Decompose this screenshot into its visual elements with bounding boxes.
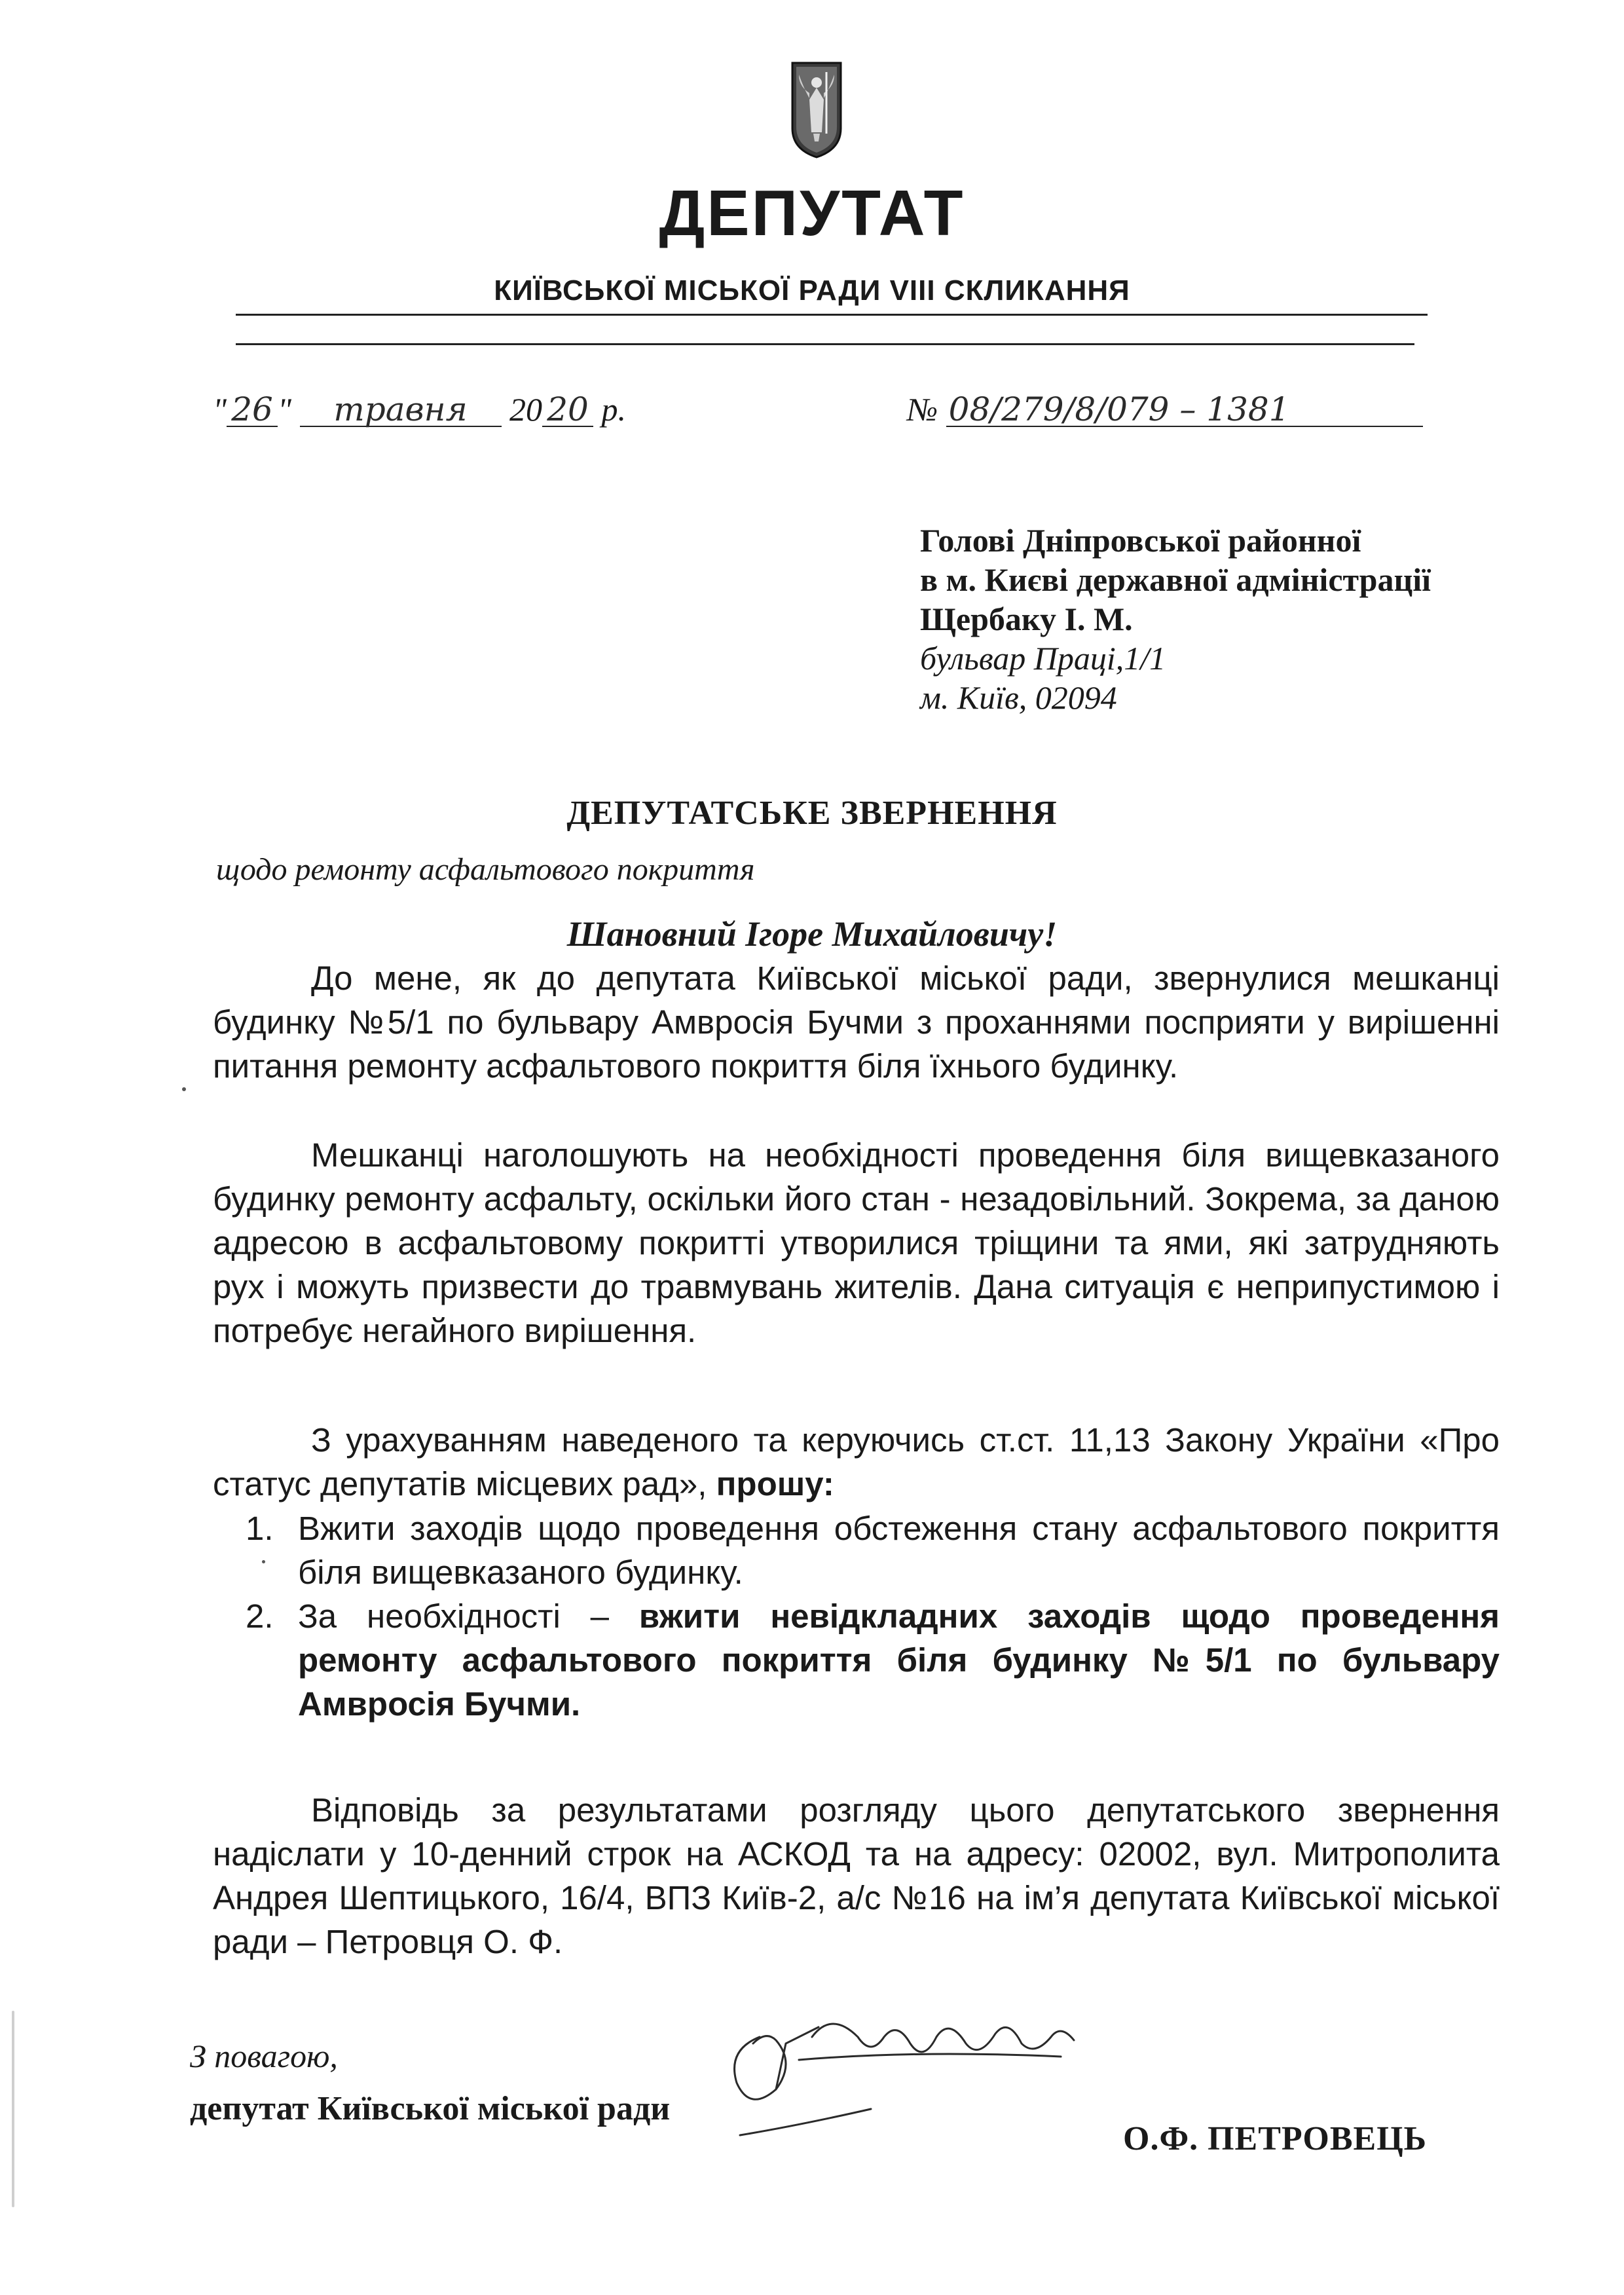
date-year-prefix: 20: [509, 391, 542, 428]
list-item-number: 1.: [246, 1510, 274, 1547]
list-item-number: 2.: [246, 1597, 274, 1635]
document-number: [907, 390, 1423, 428]
paragraph-text: З урахуванням наведеного та керуючись ст.ст. 11,13 Закону України «Про статус депутатів місцевих рад»,: [213, 1421, 1500, 1502]
list-item-text: За необхідності –: [298, 1597, 639, 1635]
header-divider: [236, 343, 1414, 345]
date-month: травня: [300, 393, 502, 427]
date-day: 26: [227, 393, 278, 427]
scan-edge: [12, 2011, 14, 2207]
body-paragraph: Відповідь за результатами розгляду цього депутатського звернення надіслати у 10-денний строк на АСКОД та на адресу: 02002, вул. Митрополита Андрея Шептицького, 16/4, ВПЗ Київ-2, а/с №16 на ім’я депутата Київської міської ради – Петровця О. Ф.: [213, 1791, 1500, 1960]
list-item: [246, 1506, 1500, 1594]
letterhead-subtitle: КИЇВСЬКОЇ МІСЬКОЇ РАДИ VIII СКЛИКАННЯ: [494, 274, 1130, 307]
closing-regards: З повагою,: [190, 2038, 338, 2074]
header-divider: [236, 314, 1428, 316]
addressee-line: Голові Дніпровської районної: [920, 522, 1361, 559]
body-paragraph: [213, 1418, 1500, 1506]
body-paragraph: Мешканці наголошують на необхідності проведення біля вищевказаного будинку ремонту асфальту, оскільки його стан - незадовільний. Зокрема, за даною адресою в асфальтовому покритті утворилися тріщини та ями, які затрудняють рух і можуть призвести до травмувань жителів. Дана ситуація є неприпустимою і потребує негайного вирішення.: [213, 1136, 1500, 1349]
date-quote: ": [278, 391, 291, 428]
addressee-city: м. Київ, 02094: [920, 679, 1117, 716]
handwritten-signature: [720, 1998, 1113, 2142]
list-item-bold-text: вжити невідкладних заходів щодо проведення ремонту асфальтового покриття біля будинку №5/1 по бульвару Амвросія Бучми.: [298, 1597, 1500, 1723]
date-year-label: р.: [601, 391, 626, 428]
date-quote: ": [213, 391, 227, 428]
request-keyword: прошу:: [716, 1465, 834, 1502]
letterhead-title: ДЕПУТАТ: [659, 177, 965, 249]
signatory-name: О.Ф. ПЕТРОВЕЦЬ: [1123, 2120, 1428, 2157]
addressee-line: в м. Києві державної адміністрації: [920, 561, 1431, 598]
scan-speck: [182, 1087, 186, 1091]
list-item: [246, 1594, 1500, 1726]
salutation: Шановний Ігоре Михайловичу!: [566, 914, 1058, 954]
addressee-street: бульвар Праці,1/1: [920, 640, 1166, 677]
document-title: ДЕПУТАТСЬКЕ ЗВЕРНЕННЯ: [566, 794, 1058, 832]
number-label: №: [907, 391, 938, 428]
scan-speck: [262, 1560, 265, 1563]
number-value: 08/279/8/079 – 1381: [946, 393, 1423, 427]
addressee-name: Щербаку І. М.: [920, 601, 1133, 637]
body-paragraph: До мене, як до депутата Київської міської ради, звернулися мешканці будинку №5/1 по бульвару Амвросія Бучми з проханнями посприяти у вирішенні питання ремонту асфальтового покриття біля їхнього будинку.: [213, 960, 1500, 1085]
date-year-suffix: 20: [542, 393, 593, 427]
signatory-role: депутат Київської міської ради: [190, 2090, 671, 2127]
document-date: [213, 390, 626, 428]
document-subject: щодо ремонту асфальтового покриття: [216, 852, 755, 887]
request-list: [246, 1506, 1500, 1726]
list-item-text: Вжити заходів щодо проведення обстеження стану асфальтового покриття біля вищевказаного будинку.: [298, 1510, 1500, 1591]
kyiv-coat-of-arms-icon: [790, 60, 843, 160]
